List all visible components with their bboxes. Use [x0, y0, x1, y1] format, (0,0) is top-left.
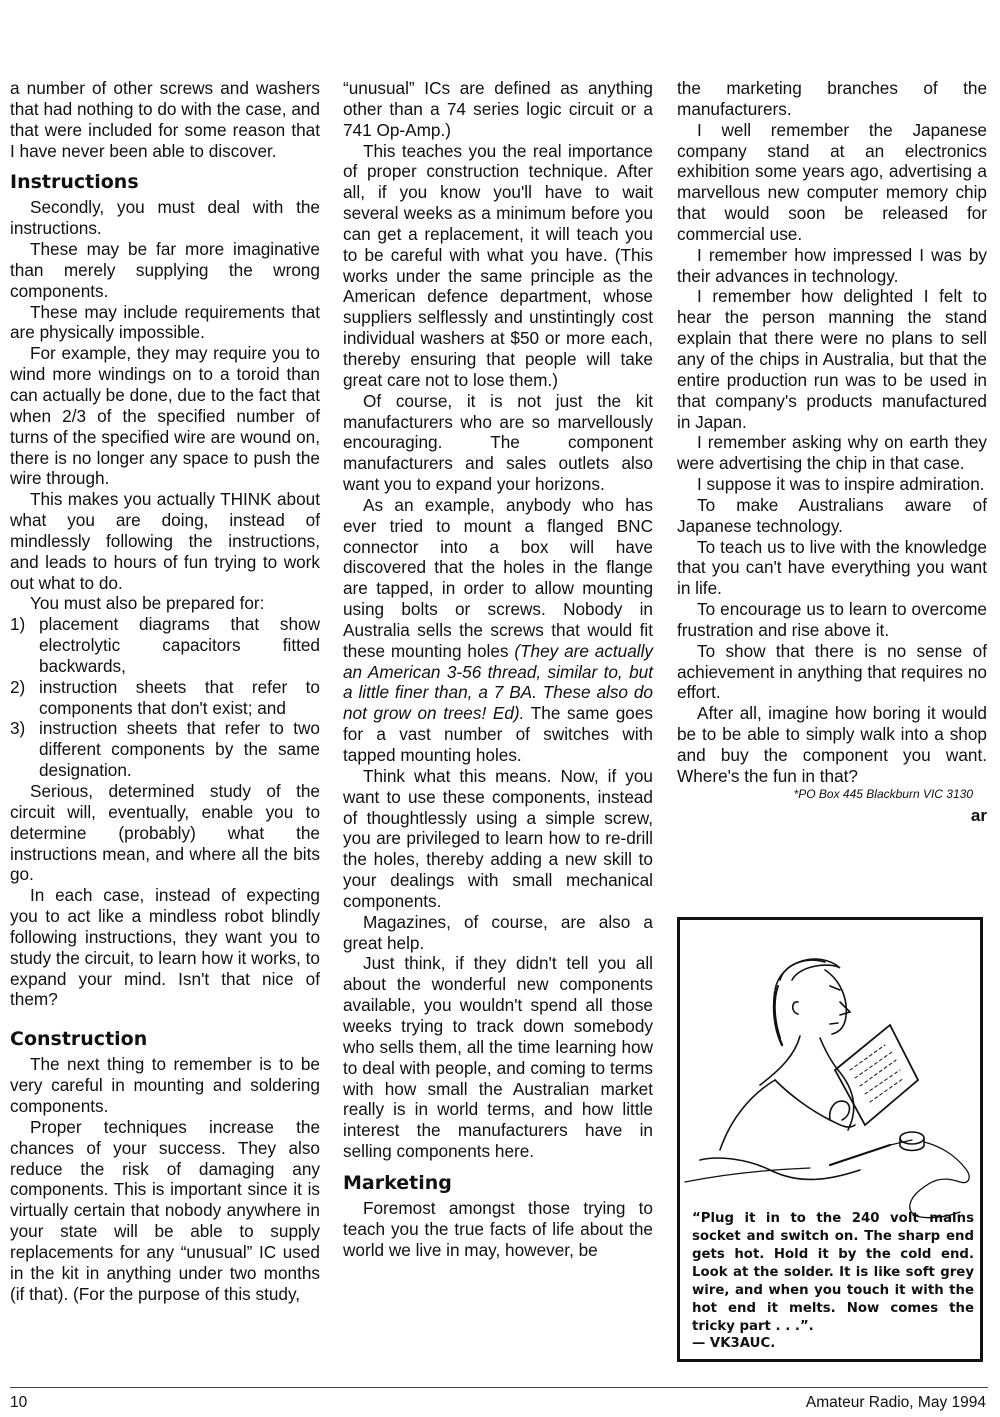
paragraph: For example, they may require you to wind more windings on to a toroid than can actually be done, due to the fact that when 2/3 of the specified number of turns of the specified wire are wound on, there is no longer any space to push the wire through. [10, 343, 320, 489]
paragraph: After all, imagine how boring it would be to be able to simply walk into a shop and buy the component you want. Where's the fun in that? [677, 703, 987, 786]
list-item [10, 718, 320, 781]
heading-marketing: Marketing [343, 1171, 452, 1194]
paragraph: the marketing branches of the manufacturers. [677, 78, 987, 119]
paragraph: I remember how impressed I was by their advances in technology. [677, 244, 987, 286]
paragraph: In each case, instead of expecting you to act like a mindless robot blindly following instructions, they want you to study the circuit, to learn how it works, to expand your mind. Isn't that nice of them? [10, 885, 320, 1010]
paragraph: “unusual” ICs are defined as anything other than a 74 series logic circuit or a 741 Op-Amp.) [343, 78, 653, 140]
paragraph: To teach us to live with the knowledge that you can't have everything you want in life. [677, 536, 987, 599]
paragraph: Proper techniques increase the chances of your success. They also reduce the risk of damaging any components. This is important since it is virtually certain that nobody anywhere in your state will be able to supply replacements for any “unusual” IC used in the kit in anything under two months (if that). (For the purpose of this study, [10, 1116, 320, 1304]
author-address: *PO Box 445 Blackburn VIC 3130 [793, 786, 973, 801]
column-2 [343, 78, 653, 1260]
editor-note: (They are actually an American 3-56 thread, similar to, but a little finer than, a 7 BA. These also do not grow on trees! Ed). [343, 640, 654, 724]
end-mark: ar [970, 805, 987, 825]
list-item [10, 614, 320, 677]
heading-instructions: Instructions [10, 171, 139, 194]
list-item-text: instruction sheets that refer to two different components by the same designation. [39, 718, 320, 781]
paragraph: These may include requirements that are physically impossible. [10, 301, 320, 343]
paragraph-text: As an example, anybody who has ever tried to mount a flanged BNC connector into a box will have discovered that the holes in the flange are tapped, in order to allow mounting using bolts or screws. Nobody in Australia sells the screws that would fit these mounting holes [343, 494, 653, 661]
paragraph: I remember how delighted I felt to hear the person manning the stand explain that there were no plans to sell any of the chips in Australia, but that the entire production run was to be used in that company's products manufactured in Japan. [677, 286, 987, 432]
paragraph: Just think, if they didn't tell you all about the wonderful new components available, you wouldn't spend all those weeks trying to track down somebody who sells them, all the time learning how to deal with people, and coming to terms with how small the Australian market really is in world terms, and how little interest the manufacturers have in selling components here. [343, 953, 653, 1162]
paragraph: Secondly, you must deal with the instructions. [10, 197, 320, 239]
paragraph-text: The same goes for a vast number of switches with tapped mounting holes. [343, 703, 654, 765]
cartoon-box [677, 917, 983, 1362]
paragraph [343, 495, 653, 766]
paragraph: Magazines, of course, are also a great help. [343, 911, 653, 953]
heading-construction: Construction [10, 1028, 148, 1051]
paragraph: This makes you actually THINK about what you are doing, instead of mindlessly following the instructions, and leads to hours of fun trying to work out what to do. [10, 489, 320, 593]
footer-rule [10, 1387, 988, 1388]
cartoon-credit: — VK3AUC. [692, 1336, 776, 1351]
paragraph: To show that there is no sense of achievement in anything that requires no effort. [677, 640, 987, 703]
column-3 [677, 78, 987, 827]
paragraph: Of course, it is not just the kit manufacturers who are so marvellously encouraging. The component manufacturers and sales outlets also want you to expand your horizons. [343, 390, 653, 495]
cartoon-caption: “Plug it in to the 240 volt mains socket and switch on. The sharp end gets hot. Hold it by the cold end. Look at the solder. It is like soft grey wire, and when you touch it with the hot end it melts. Now comes the tricky part . . .”. [692, 1211, 974, 1334]
paragraph: a number of other screws and washers that had nothing to do with the case, and that were included for some reason that I have never been able to discover. [10, 78, 320, 161]
list-number: 2) [10, 676, 26, 697]
paragraph: The next thing to remember is to be very careful in mounting and soldering components. [10, 1054, 320, 1116]
paragraph: I remember asking why on earth they were advertising the chip in that case. [677, 432, 987, 474]
paragraph: This teaches you the real importance of proper construction technique. After all, if you know you'll have to wait several weeks as a minimum before you can get a replacement, it will teach you to be careful with what you have. (This works under the same principle as the American defence department, whose suppliers selflessly and unstintingly cost individual washers at $50 or more each, thereby ensuring that people will take great care not to lose them.) [343, 140, 653, 390]
list-item-text: instruction sheets that refer to components that don't exist; and [39, 676, 320, 718]
paragraph: To make Australians aware of Japanese technology. [677, 494, 987, 536]
list-number: 1) [10, 614, 26, 635]
numbered-list [10, 614, 320, 781]
paragraph: To encourage us to learn to overcome frustration and rise above it. [677, 599, 987, 640]
list-item [10, 677, 320, 719]
paragraph: Serious, determined study of the circuit will, eventually, enable you to determine (probably) what the instructions mean, and where all the bits go. [10, 781, 320, 885]
publication-info: Amateur Radio, May 1994 [805, 1394, 986, 1411]
page-number: 10 [10, 1394, 28, 1411]
paragraph: These may be far more imaginative than merely supplying the wrong components. [10, 239, 320, 301]
paragraph: I suppose it was to inspire admiration. [697, 474, 985, 495]
list-number: 3) [10, 718, 26, 739]
list-item-text: placement diagrams that show electrolytic capacitors fitted backwards, [39, 614, 320, 676]
paragraph: Foremost amongst those trying to teach you the true facts of life about the world we live in may, however, be [343, 1197, 653, 1260]
paragraph: I well remember the Japanese company stand at an electronics exhibition some years ago, advertising a marvellous new computer memory chip that would soon be released for commercial use. [677, 119, 987, 244]
paragraph: Think what this means. Now, if you want to use these components, instead of thoughtlessly using a simple screw, you are privileged to learn how to re-drill the holes, thereby adding a new skill to your dealings with small mechanical components. [343, 765, 653, 911]
paragraph: You must also be prepared for: [30, 593, 265, 614]
column-1 [10, 78, 320, 1304]
